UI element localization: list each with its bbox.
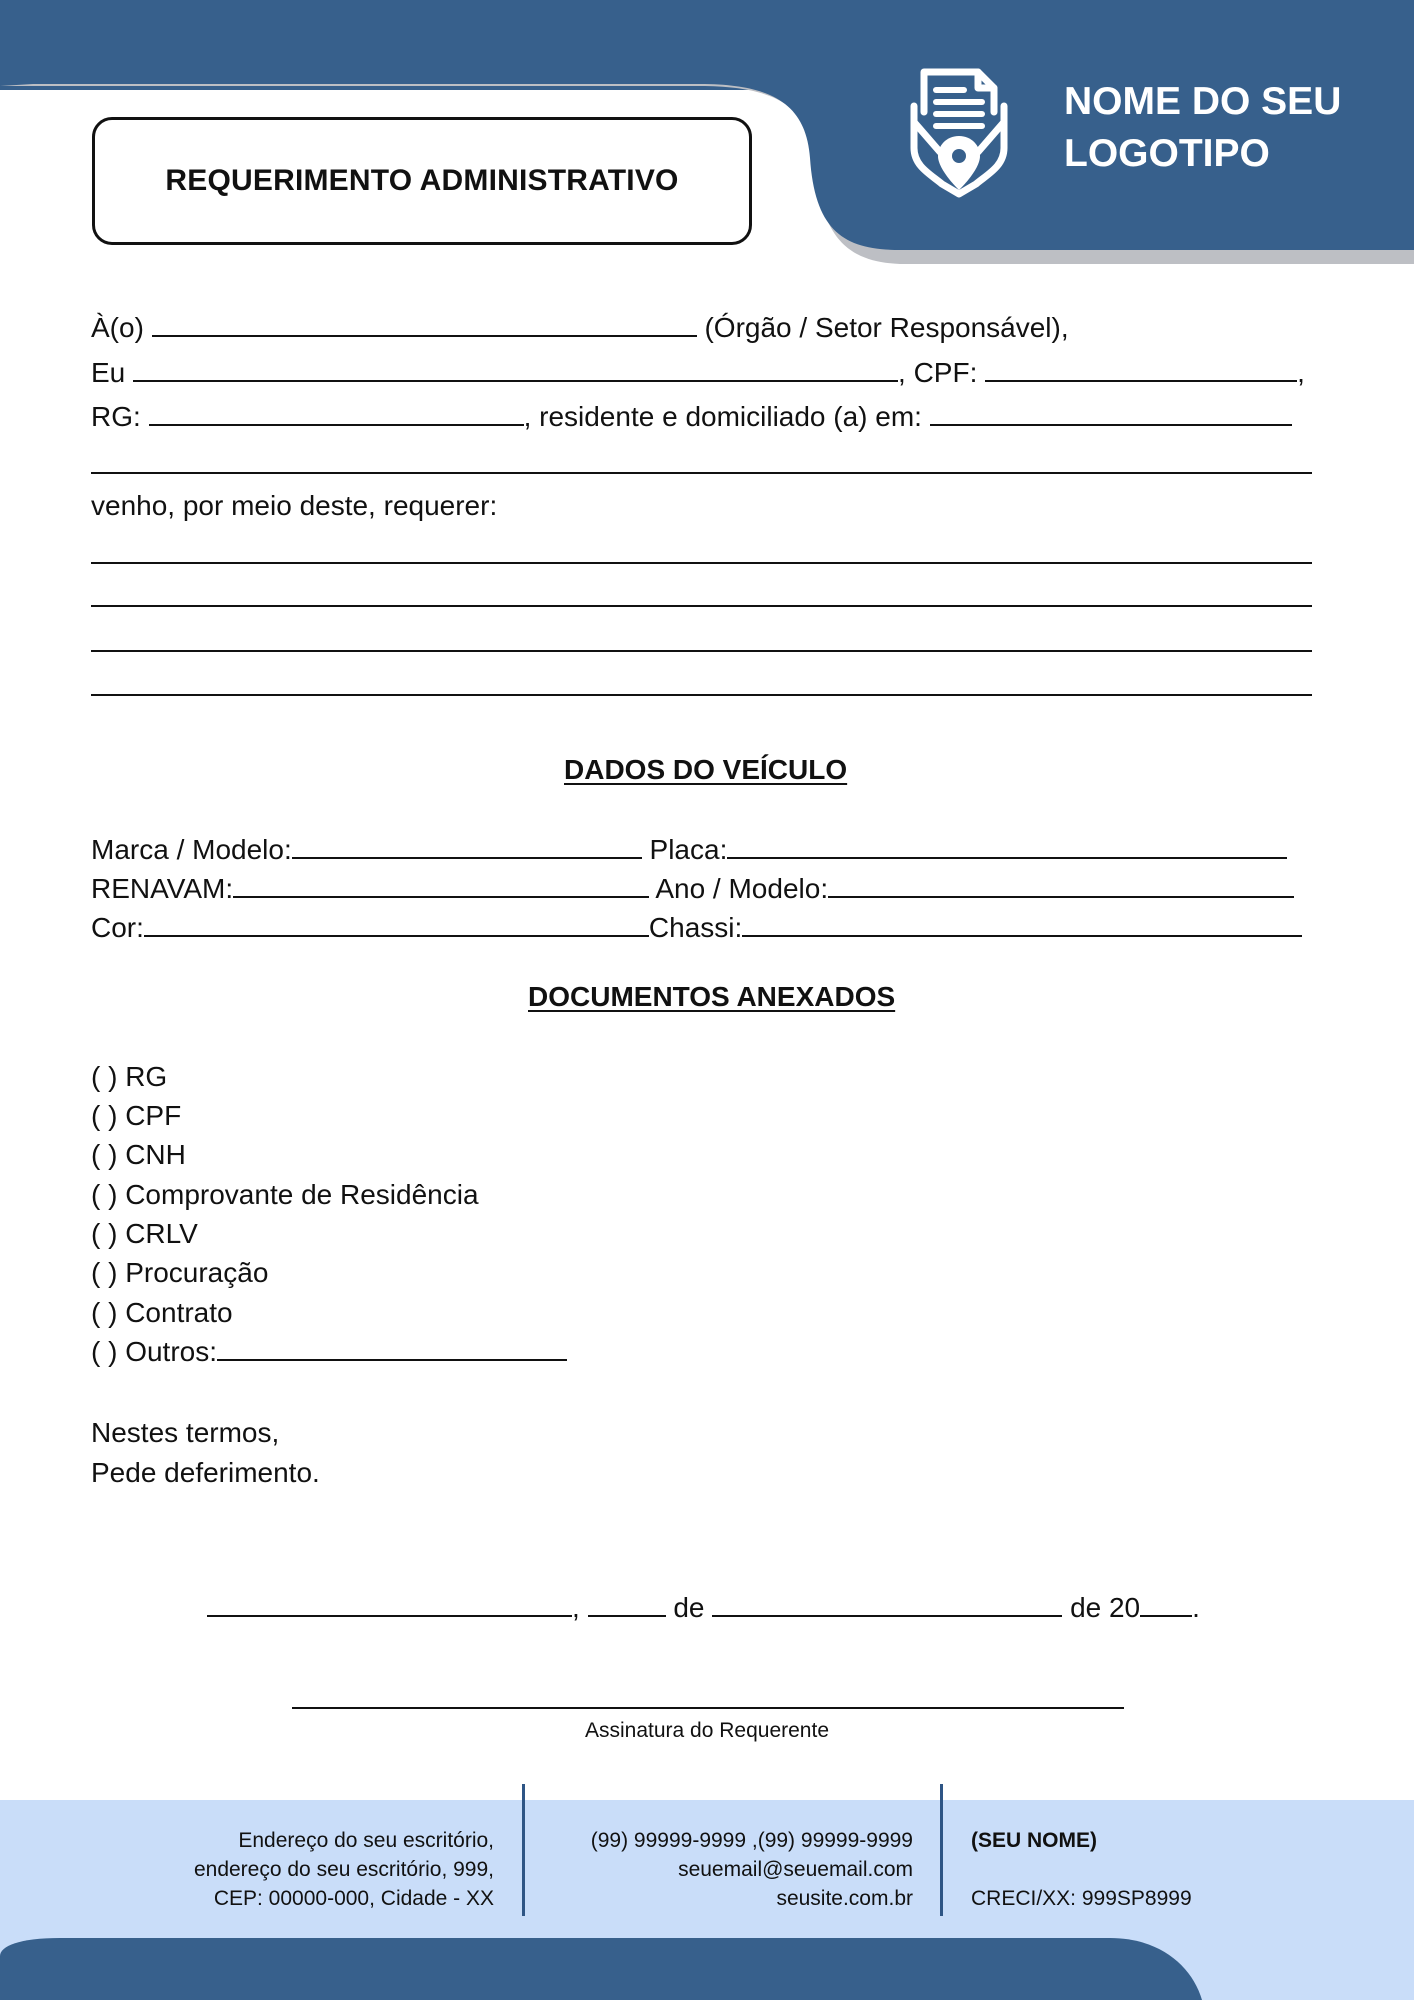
recipient-field[interactable] bbox=[152, 313, 697, 337]
rg-label: RG: bbox=[91, 401, 141, 432]
day-field[interactable] bbox=[588, 1593, 666, 1617]
doc-checkbox-rg[interactable]: ( ) RG bbox=[91, 1061, 168, 1092]
vehicle-section-title: DADOS DO VEÍCULO bbox=[564, 754, 848, 785]
color-label: Cor: bbox=[91, 912, 144, 943]
brand-model-field[interactable] bbox=[292, 835, 642, 859]
chassis-field[interactable] bbox=[742, 913, 1302, 937]
doc-checkbox-power-of-attorney[interactable]: ( ) Procuração bbox=[91, 1257, 269, 1288]
creci: CRECI/XX: 999SP8999 bbox=[971, 1887, 1192, 1910]
documents-section-title: DOCUMENTOS ANEXADOS bbox=[528, 981, 896, 1012]
date-line bbox=[207, 1590, 1200, 1626]
footer-contact bbox=[493, 1826, 913, 1913]
doc-checkbox-contract[interactable]: ( ) Contrato bbox=[91, 1297, 233, 1328]
name-prefix: Eu bbox=[91, 357, 126, 388]
doc-checkbox-cpf[interactable]: ( ) CPF bbox=[91, 1100, 182, 1131]
date-de-1: de bbox=[673, 1592, 705, 1623]
address-line-3: CEP: 00000-000, Cidade - XX bbox=[213, 1887, 494, 1910]
residence-field[interactable] bbox=[930, 402, 1292, 426]
logo-line-2: LOGOTIPO bbox=[1064, 132, 1270, 175]
vehicle-row-2 bbox=[91, 871, 1294, 907]
request-line-2[interactable] bbox=[91, 605, 1312, 607]
request-line-4[interactable] bbox=[91, 694, 1312, 696]
residence-label: , residente e domiciliado (a) em: bbox=[523, 401, 922, 432]
plate-label: Placa: bbox=[649, 834, 728, 865]
vehicle-row-3 bbox=[91, 910, 1302, 946]
document-location-icon bbox=[900, 66, 1018, 200]
year-model-field[interactable] bbox=[828, 874, 1294, 898]
address-line-1: Endereço do seu escritório, bbox=[238, 1829, 494, 1852]
recipient-suffix: (Órgão / Setor Responsável), bbox=[704, 312, 1069, 343]
website[interactable]: seusite.com.br bbox=[776, 1887, 913, 1910]
document-title: REQUERIMENTO ADMINISTRATIVO bbox=[92, 117, 752, 245]
footer-address bbox=[74, 1826, 494, 1913]
cpf-suffix: , bbox=[1297, 357, 1305, 388]
request-text: venho, por meio deste, requerer: bbox=[91, 490, 498, 521]
date-end: . bbox=[1192, 1592, 1200, 1623]
doc-checkbox-cnh[interactable]: ( ) CNH bbox=[91, 1139, 186, 1170]
date-de-2: de 20 bbox=[1070, 1592, 1141, 1623]
signature-line[interactable] bbox=[292, 1707, 1124, 1709]
agent-name: (SEU NOME) bbox=[971, 1829, 1097, 1852]
footer-name-block bbox=[971, 1826, 1371, 1913]
cpf-label: , CPF: bbox=[898, 357, 978, 388]
doc-checkbox-others[interactable] bbox=[91, 1334, 567, 1370]
renavam-label: RENAVAM: bbox=[91, 873, 234, 904]
name-field[interactable] bbox=[133, 358, 898, 382]
cpf-field[interactable] bbox=[985, 358, 1297, 382]
phone-numbers: (99) 99999-9999 ,(99) 99999-9999 bbox=[590, 1829, 913, 1852]
doc-checkbox-crlv[interactable]: ( ) CRLV bbox=[91, 1218, 198, 1249]
month-field[interactable] bbox=[712, 1593, 1062, 1617]
chassis-label: Chassi: bbox=[648, 912, 743, 943]
request-line-1[interactable] bbox=[91, 562, 1312, 564]
applicant-line bbox=[91, 355, 1305, 391]
logo-line-1: NOME DO SEU bbox=[1064, 80, 1342, 123]
year-model-label: Ano / Modelo: bbox=[655, 873, 829, 904]
closing-line-2: Pede deferimento. bbox=[91, 1457, 320, 1488]
rg-residence-line bbox=[91, 399, 1292, 435]
closing-line-1: Nestes termos, bbox=[91, 1417, 280, 1448]
address-line-2: endereço do seu escritório, 999, bbox=[193, 1858, 494, 1881]
vehicle-row-1 bbox=[91, 832, 1287, 868]
color-field[interactable] bbox=[144, 913, 649, 937]
signature-caption: Assinatura do Requerente bbox=[585, 1719, 829, 1742]
request-line-3[interactable] bbox=[91, 650, 1312, 652]
recipient-line bbox=[91, 310, 1069, 346]
email[interactable]: seuemail@seuemail.com bbox=[678, 1858, 913, 1881]
rg-field[interactable] bbox=[149, 402, 524, 426]
recipient-prefix: À(o) bbox=[91, 312, 144, 343]
year-field[interactable] bbox=[1140, 1593, 1192, 1617]
doc-checkbox-residence-proof[interactable]: ( ) Comprovante de Residência bbox=[91, 1179, 479, 1210]
plate-field[interactable] bbox=[727, 835, 1287, 859]
renavam-field[interactable] bbox=[233, 874, 649, 898]
logo-text bbox=[1064, 76, 1404, 180]
residence-continuation-line[interactable] bbox=[91, 472, 1312, 474]
city-field[interactable] bbox=[207, 1593, 572, 1617]
footer-wave bbox=[0, 1938, 1414, 2000]
brand-model-label: Marca / Modelo: bbox=[91, 834, 292, 865]
others-field[interactable] bbox=[217, 1337, 567, 1361]
others-label: ( ) Outros: bbox=[91, 1336, 218, 1367]
footer-divider-2 bbox=[940, 1784, 943, 1916]
date-sep: , bbox=[572, 1592, 580, 1623]
